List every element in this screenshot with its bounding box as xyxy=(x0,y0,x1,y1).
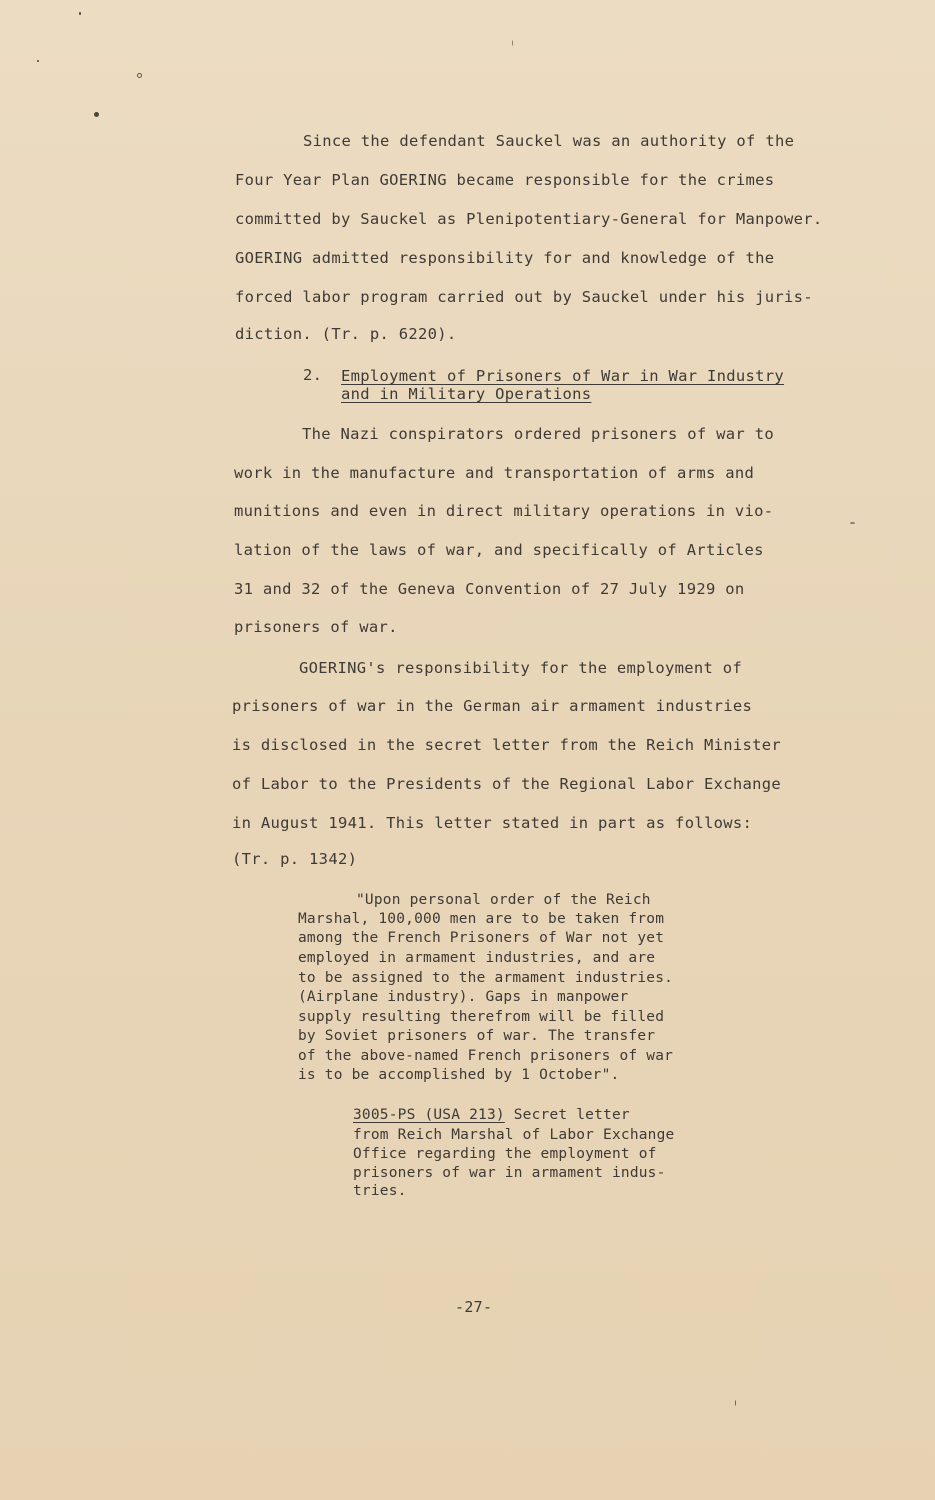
paragraph3-line: is disclosed in the secret letter from the Reich Minister xyxy=(232,736,782,754)
quotation-line: is to be accomplished by 1 October". xyxy=(298,1067,620,1083)
quotation-line: by Soviet prisoners of war. The transfer xyxy=(298,1028,656,1044)
citation-text: Secret letter xyxy=(504,1107,630,1123)
quotation-line: "Upon personal order of the Reich xyxy=(356,892,651,908)
paper-speck xyxy=(850,522,855,524)
paragraph1-line: forced labor program carried out by Sauckel under his juris- xyxy=(235,288,813,306)
quotation-line: employed in armament industries, and are xyxy=(298,950,656,966)
paragraph1-line: GOERING admitted responsibility for and knowledge of the xyxy=(235,249,775,267)
citation-line: tries. xyxy=(353,1183,407,1199)
quotation-line: (Airplane industry). Gaps in manpower xyxy=(298,989,629,1005)
section-title-text: Employment of Prisoners of War in War Industry xyxy=(341,367,785,385)
document-reference: 3005-PS (USA 213) xyxy=(353,1107,505,1123)
citation-line: prisoners of war in armament indus- xyxy=(353,1165,666,1181)
paper-speck xyxy=(94,112,99,117)
paragraph3-line: prisoners of war in the German air armament industries xyxy=(232,697,753,715)
paragraph2-line: lation of the laws of war, and specifically of Articles xyxy=(234,541,764,559)
paper-speck xyxy=(735,1400,736,1406)
paragraph1-line: Since the defendant Sauckel was an authority of the xyxy=(303,132,795,150)
quotation-line: of the above-named French prisoners of war xyxy=(298,1048,674,1064)
section-title-text: and in Military Operations xyxy=(341,385,592,403)
quotation-line: to be assigned to the armament industries. xyxy=(298,970,674,986)
quotation-line: Marshal, 100,000 men are to be taken from xyxy=(298,911,665,927)
citation-line: Office regarding the employment of xyxy=(353,1146,657,1162)
paragraph3-line: (Tr. p. 1342) xyxy=(232,850,358,868)
paper-speck xyxy=(512,40,513,46)
paragraph3-line: of Labor to the Presidents of the Regional Labor Exchange xyxy=(232,775,782,793)
paper-speck xyxy=(37,60,39,62)
paragraph3-line: GOERING's responsibility for the employment of xyxy=(299,659,743,677)
paragraph2-line: munitions and even in direct military operations in vio- xyxy=(234,502,774,520)
page-number: -27- xyxy=(455,1298,493,1316)
section-title-line1 xyxy=(341,367,784,385)
paragraph1-line: diction. (Tr. p. 6220). xyxy=(235,325,457,343)
paper-speck xyxy=(79,12,81,15)
paragraph1-line: Four Year Plan GOERING became responsible for the crimes xyxy=(235,171,775,189)
citation-line1 xyxy=(353,1107,630,1123)
citation-line: from Reich Marshal of Labor Exchange xyxy=(353,1127,675,1143)
quotation-line: supply resulting therefrom will be filled xyxy=(298,1009,665,1025)
section-number: 2. xyxy=(303,366,323,384)
paragraph2-line: work in the manufacture and transportation of arms and xyxy=(234,464,755,482)
paragraph3-line: in August 1941. This letter stated in part as follows: xyxy=(232,814,753,832)
section-title-line2 xyxy=(341,385,591,403)
paragraph1-line: committed by Sauckel as Plenipotentiary-General for Manpower. xyxy=(235,210,823,228)
paper-speck xyxy=(137,73,142,78)
quotation-line: among the French Prisoners of War not yet xyxy=(298,930,665,946)
paragraph2-line: The Nazi conspirators ordered prisoners of war to xyxy=(302,425,774,443)
paragraph2-line: 31 and 32 of the Geneva Convention of 27 July 1929 on xyxy=(234,580,745,598)
paragraph2-line: prisoners of war. xyxy=(234,618,398,636)
